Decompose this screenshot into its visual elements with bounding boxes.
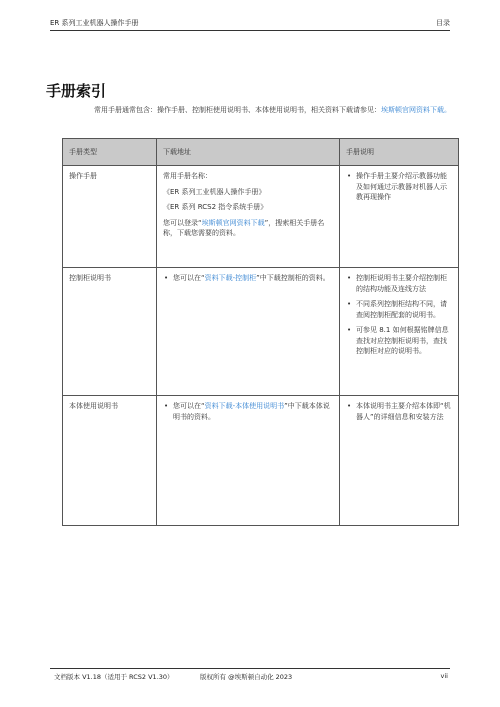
row1-address-line4-post: ”，搜索相关手册名称，下载您需要的资料。 [163, 218, 325, 237]
row2-desc [340, 268, 459, 396]
footer-copyright: 版权所有 @埃斯顿自动化 2023 [200, 673, 293, 681]
row2-type: 控制柜说明书 [63, 268, 157, 396]
row2-desc-item: • 不同系列控制柜结构不同，请查阅控制柜配套的说明书。 [346, 299, 452, 320]
row2-address [157, 268, 340, 396]
row3-address-post: ”中下载本体说明书的资料。 [173, 402, 330, 421]
row1-address [157, 166, 340, 268]
row1-address-line4 [163, 218, 333, 239]
page-header [50, 14, 450, 31]
header-type: 手册类型 [63, 139, 157, 166]
intro-text: 常用手册通常包含：操作手册、控制柜使用说明书、本体使用说明书，相关资料下载请参见： [94, 106, 381, 114]
page-footer [50, 668, 450, 683]
row1-desc-item: • 操作手册主要介绍示教器功能及如何通过示教器对机器人示教再现操作 [346, 171, 452, 203]
row1-address-line2: 《ER 系列工业机器人操作手册》 [163, 187, 266, 196]
row1-address-link[interactable]: 埃斯顿官网资料下载 [201, 218, 265, 227]
footer-page-number: vii [440, 672, 448, 680]
row3-address-pre: 您可以在“ [173, 402, 205, 410]
manual-index-table [62, 138, 459, 526]
row3-desc-item: • 本体说明书主要介绍本体即“机器人”的详细信息和安装方法 [346, 401, 452, 422]
row2-desc-item: • 可参见 8.1 如何根据铭牌信息查找对应控制柜说明书，查找控制柜对应的说明书。 [346, 325, 452, 357]
row3-type: 本体使用说明书 [63, 396, 157, 526]
header-desc: 手册说明 [340, 139, 459, 166]
row1-address-line1: 常用手册名称： [163, 172, 212, 180]
footer-version: 文档版本 V1.18（适用于 RCS2 V1.30） [54, 673, 174, 681]
row1-address-line3: 《ER 系列 RCS2 指令系统手册》 [163, 203, 268, 211]
row1-address-line4-pre: 您可以登录“ [163, 218, 202, 227]
table-row [63, 268, 459, 396]
row3-address-link[interactable]: 资料下载-本体使用说明书 [204, 402, 285, 410]
row2-address-item [163, 273, 333, 284]
row2-address-post: ”中下载控制柜的资料。 [256, 274, 330, 282]
row1-type: 操作手册 [63, 166, 157, 268]
row3-address [157, 396, 340, 526]
table-row [63, 166, 459, 268]
header-address: 下载地址 [157, 139, 340, 166]
row3-address-item [163, 401, 333, 422]
intro-link[interactable]: 埃斯顿官网资料下载。 [381, 106, 451, 114]
intro-paragraph [94, 105, 460, 116]
header-doc-title: ER 系列工业机器人操作手册 [50, 19, 139, 27]
header-section: 目录 [436, 19, 450, 27]
row2-desc-item: • 控制柜说明书主要介绍控制柜的结构功能及连线方法 [346, 273, 452, 294]
table-header-row [63, 139, 459, 166]
row2-address-pre: 您可以在“ [173, 274, 205, 282]
row2-address-link[interactable]: 资料下载-控制柜 [204, 274, 257, 282]
table-row [63, 396, 459, 526]
page-title: 手册索引 [46, 82, 107, 100]
row1-desc [340, 166, 459, 268]
row3-desc [340, 396, 459, 526]
